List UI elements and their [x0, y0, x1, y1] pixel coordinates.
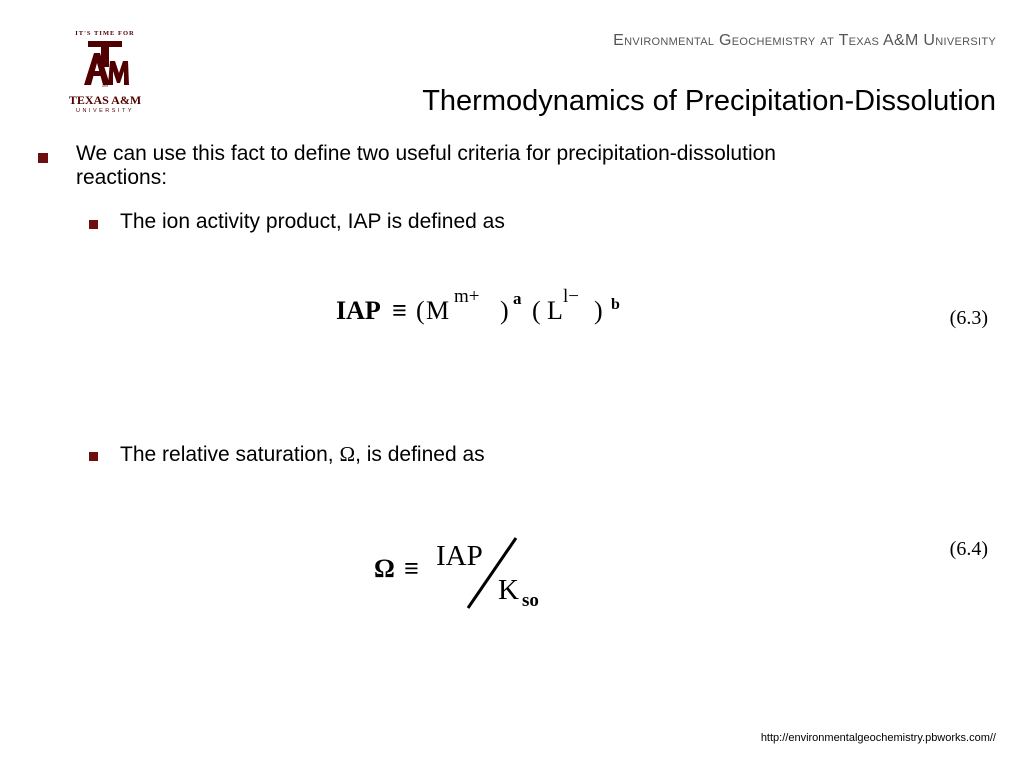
bullet-marker [38, 153, 48, 163]
eq2-denominator-subscript: so [522, 590, 539, 611]
tamu-logo [60, 30, 150, 122]
eq2-denominator: K [498, 574, 519, 606]
bullet-text-1-line-1: We can use this fact to define two useful criteria for precipitation-dissolution [76, 142, 776, 165]
equation-number-6-3: (6.3) [949, 307, 988, 329]
logo-subtitle: UNIVERSITY [75, 108, 134, 114]
sub-bullet-marker [89, 220, 98, 229]
eq1-anion-charge: l− [563, 286, 579, 307]
equation-iap [336, 286, 636, 336]
bullet-text-2: The ion activity product, IAP is defined as [120, 210, 505, 233]
footer-url: http://environmentalgeochemistry.pbworks.com// [760, 732, 996, 744]
slide-title: Thermodynamics of Precipitation-Dissolution [422, 85, 996, 117]
eq1-open-paren-2: ( [532, 296, 541, 325]
eq1-lhs: IAP [336, 296, 381, 325]
eq1-cation-charge: m+ [454, 286, 480, 307]
eq1-equiv: ≡ [392, 296, 407, 325]
logo-name: TEXAS A&M [68, 93, 142, 107]
eq1-exponent-a: a [513, 289, 522, 308]
eq2-numerator: IAP [436, 540, 483, 572]
eq1-anion: L [547, 296, 563, 325]
logo-mark-text: ATM [101, 84, 109, 87]
logo-tagline: IT'S TIME FOR [75, 30, 135, 37]
eq1-close-paren-2: ) [594, 296, 603, 325]
eq1-cation: M [426, 296, 450, 325]
course-title: Environmental Geochemistry at Texas A&M University [613, 32, 996, 49]
bullet-text-3 [120, 442, 485, 467]
omega-symbol: Ω [339, 442, 356, 466]
equation-relative-saturation [374, 536, 574, 616]
eq1-close-paren-1: ) [500, 296, 509, 325]
bullet-text-3-post: , is defined as [355, 443, 485, 466]
equation-number-6-4: (6.4) [949, 538, 988, 560]
bullet-text-1 [76, 142, 776, 190]
atm-logo-mark [80, 39, 130, 87]
eq2-equiv: ≡ [404, 554, 419, 583]
eq1-open-paren-1: ( [416, 296, 425, 325]
bullet-text-3-pre: The relative saturation, [120, 443, 340, 466]
eq2-omega: Ω [374, 554, 395, 583]
bullet-text-1-line-2: reactions: [76, 166, 168, 189]
sub-bullet-marker [89, 452, 98, 461]
eq1-exponent-b: b [611, 296, 620, 313]
